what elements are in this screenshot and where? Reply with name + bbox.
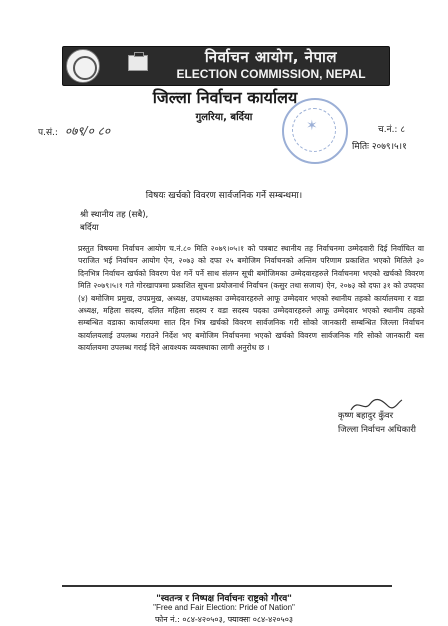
reference-value: ०७९/० ८० (64, 124, 111, 138)
dispatch-label: च.नं.: (378, 125, 398, 135)
commission-name-nepali: निर्वाचन आयोग, नेपाल (204, 48, 338, 66)
addressee-line-1: श्री स्थानीय तह (सबै), (80, 210, 149, 220)
date-label: मितिः (352, 142, 369, 152)
commission-name-english: ELECTION COMMISSION, NEPAL (176, 67, 366, 81)
dispatch-number (378, 122, 405, 135)
reference-number (38, 122, 110, 139)
footer-slogan-english: "Free and Fair Election: Pride of Nation" (153, 603, 295, 612)
footer-contact: फोन नं.: ०८४-४२०५०३, फ्याक्सः ०८४-४२०५०३ (154, 615, 294, 624)
signatory-title: जिल्ला निर्वाचन अधिकारी (338, 425, 417, 435)
footer-slogan-nepali: "स्वतन्त्र र निष्पक्ष निर्वाचनः राष्ट्रको गौरव" (156, 594, 292, 604)
addressee-line-2: बर्दिया (80, 223, 99, 233)
addressee (80, 209, 148, 235)
office-stamp-icon: ✶ (282, 98, 348, 164)
footer-divider (62, 585, 392, 587)
dispatch-value: ८ (400, 125, 406, 135)
ballot-box-icon (128, 55, 148, 71)
letter-body: प्रस्तुत विषयमा निर्वाचन आयोग च.नं.८० मिति २०७९।०५।१ को पत्रबाट स्थानीय तह निर्वाचनमा उम्मेदवारी दिई निर्वाचित वा पराजित भई निर्वाचन आयोग ऐन, २०७३ को दफा २५ बमोजिम निर्वाचनको अन्तिम परिणाम प्रकाशित भएको मितिले ३० दिनभित्र निर्वाचन खर्चको विवरण पेश गर्ने पर्ने साथ संलग्न सूची बमोजिमका उम्मेदवारहरुले निर्वाचनमा भएको खर्चको विवरण मिति २०७९।५।१ गते गोरखापत्रमा प्रकाशित सूचना प्रयोजनार्थ निर्वाचन (कसुर तथा सजाय) ऐन, २०७३ को दफा ३१ को उपदफा (४) बमोजिम प्रमुख, उपप्रमुख, अध्यक्ष, उपाध्यक्षका उम्मेदवारहरुले आफू उम्मेदवार भएको स्थानीय तहको कार्यालयमा र वडा अध्यक्ष, महिला सदस्य, दलित महिला सदस्य र वडा सदस्य पदका उम्मेदवारहरुले आफू उम्मेदवार भएको स्थानीय तहको सम्बन्धित वडाका कार्यालयमा सात दिन भित्र खर्चको विवरण सार्वजनिक गरी सोको जानकारी सम्बन्धित जिल्ला निर्वाचन कार्यालयलाई उपलब्ध गराउने निर्देश भए बमोजिम निर्वाचनमा भएको खर्चको विवरण सार्वजनिक गरि सोको जानकारी यस कार्यालयमा उपलब्ध गराई दिने आवश्यक व्यवस्थाका लागी अनुरोध छ । (78, 244, 424, 353)
government-emblem-icon (66, 49, 100, 83)
date-value: २०७९।५।१ (371, 142, 407, 152)
signatory-name: कृष्ण बहादुर कुँवर (338, 411, 394, 421)
office-title: जिल्ला निर्वाचन कार्यालय (152, 88, 298, 107)
reference-label: प.सं.: (38, 128, 58, 138)
letter-date (352, 139, 407, 152)
subject-line: विषयः खर्चको विवरण सार्वजनिक गर्ने सम्बन्धमा। (145, 191, 303, 201)
office-address: गुलरिया, बर्दिया (195, 112, 253, 123)
